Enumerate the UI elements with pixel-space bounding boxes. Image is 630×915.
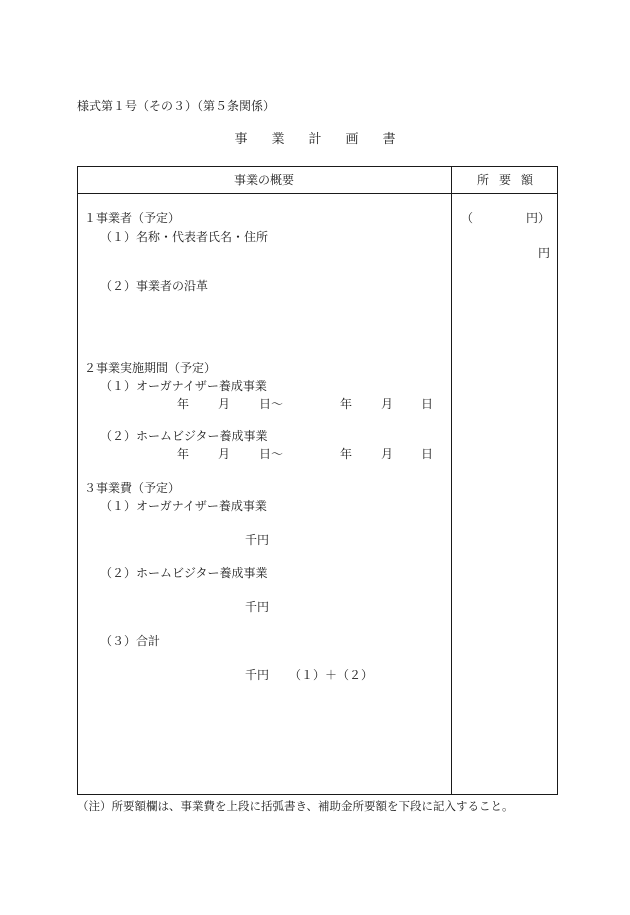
section-2-item-1: （１）オーガナイザー養成事業 [100,379,267,393]
date-day-from: 日～ [259,397,284,411]
unit-thousand-yen: 千円 [245,668,270,682]
header-amount [452,173,558,187]
date-month: 月 [381,447,394,461]
section-3-item-3: （３）合計 [100,634,161,648]
section-1-heading: １事業者（予定） [84,211,181,225]
section-2-item-2: （２）ホームビジター養成事業 [100,429,268,443]
header-amount-char: 額 [521,173,534,187]
amount-lower-unit: 円 [538,246,551,260]
section-3-heading: ３事業費（予定） [84,481,181,495]
date-day: 日 [421,447,434,461]
title-char: 書 [382,132,396,147]
unit-thousand-yen: 千円 [245,600,270,614]
title-char: 計 [308,132,322,147]
date-year: 年 [340,447,353,461]
column-divider [451,166,452,795]
header-amount-char: 所 [476,173,489,187]
date-month: 月 [381,397,394,411]
section-3-item-1: （１）オーガナイザー養成事業 [100,499,267,513]
document-title [0,133,630,147]
date-day-from: 日～ [259,447,284,461]
date-month: 月 [218,447,231,461]
header-amount-char: 要 [498,173,511,187]
title-char: 事 [234,132,248,147]
sum-formula: （１）＋（２） [289,668,374,682]
title-char: 業 [271,132,285,147]
amount-upper-unit: 円） [526,211,551,225]
footnote: （注）所要額欄は、事業費を上段に括弧書き、補助金所要額を下段に記入すること。 [77,799,514,813]
date-year: 年 [340,397,353,411]
section-1-item-1: （１）名称・代表者氏名・住所 [100,230,269,244]
date-year: 年 [177,397,190,411]
form-number: 様式第１号（その３）（第５条関係） [77,99,276,113]
date-year: 年 [177,447,190,461]
header-divider [77,193,558,194]
section-1-item-2: （２）事業者の沿革 [100,279,209,293]
title-char: 画 [345,132,359,147]
section-3-item-2: （２）ホームビジター養成事業 [100,566,268,580]
unit-thousand-yen: 千円 [245,533,270,547]
header-overview: 事業の概要 [233,173,294,187]
date-day: 日 [421,397,434,411]
amount-open-paren: （ [461,211,474,225]
section-2-heading: ２事業実施期間（予定） [84,361,217,375]
date-month: 月 [218,397,231,411]
